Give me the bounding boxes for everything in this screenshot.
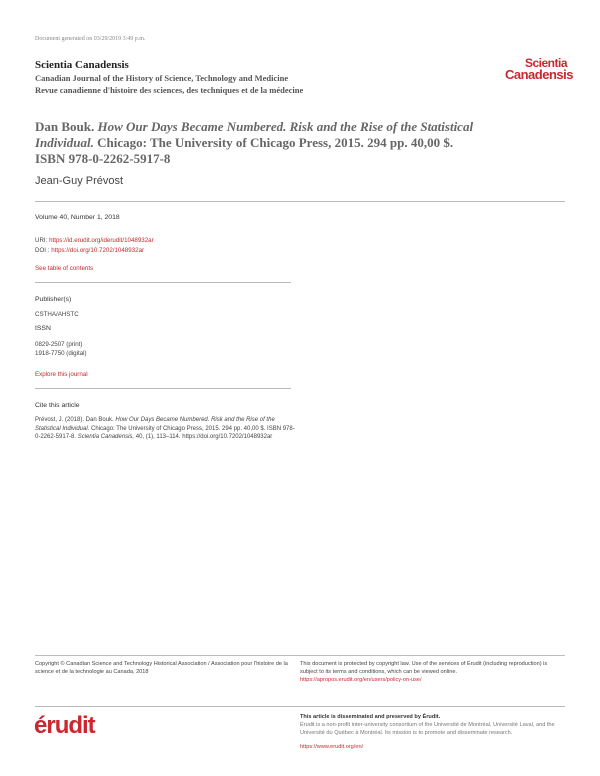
- cite-post: 40, (1), 113–114. https://doi.org/10.7202/1048932ar: [135, 434, 273, 441]
- toc-link[interactable]: See table of contents: [35, 265, 94, 272]
- explore-journal-link[interactable]: Explore this journal: [35, 371, 88, 378]
- journal-subtitle-en: Canadian Journal of the History of Science, Technology and Medicine: [35, 73, 289, 83]
- volume-info: Volume 40, Number 1, 2018: [35, 214, 120, 221]
- copyright-notice: Copyright © Canadian Science and Technology Historical Association / Association pour l'histoire de la science et de la technologie au Canada, 2018: [35, 661, 288, 675]
- rights-notice: [300, 660, 562, 684]
- publisher-label: Publisher(s): [35, 296, 72, 303]
- divider: [35, 282, 291, 283]
- issn-print: 0829-2507 (print): [35, 341, 83, 348]
- cite-title: How Our Days Became Numbered. Risk and the Rise of the Statistical Individual.: [35, 417, 275, 432]
- dissem-title: This article is disseminated and preserved by Érudit.: [300, 714, 441, 720]
- uri-link[interactable]: https://id.erudit.org/iderudit/1048932ar: [49, 237, 154, 244]
- divider: [35, 201, 565, 202]
- uri-line: [35, 237, 154, 244]
- logo-line-1: Scientia: [524, 56, 567, 70]
- article-author: Jean-Guy Prévost: [35, 175, 124, 187]
- erudit-logo: érudit: [34, 712, 95, 739]
- journal-logo: [505, 56, 573, 82]
- logo-line-2: Canadensis: [505, 67, 573, 82]
- uri-label: URI:: [35, 237, 48, 244]
- book-title: How Our Days Became Numbered. Risk and the Rise of the Statistical Individual.: [35, 119, 474, 150]
- rights-link[interactable]: https://apropos.erudit.org/en/users/policy-on-use/: [300, 677, 422, 683]
- doi-link[interactable]: https://doi.org/10.7202/1048932ar: [51, 247, 145, 254]
- article-title: [35, 119, 475, 167]
- divider: [35, 388, 291, 389]
- issn-label: ISSN: [35, 325, 51, 332]
- cite-label: Cite this article: [35, 402, 80, 409]
- footer-divider-2: [35, 706, 565, 707]
- dissem-link[interactable]: https://www.erudit.org/en/: [300, 744, 364, 750]
- rights-text: This document is protected by copyright law. Use of the services of Érudit (including reproduction) is subject to its terms and conditions, which can be viewed online.: [300, 661, 548, 675]
- dissemination-notice: [300, 713, 562, 751]
- cite-journal: Scientia Canadensis,: [77, 434, 135, 441]
- reviewed-author: Dan Bouk.: [35, 119, 95, 134]
- journal-title: Scientia Canadensis: [35, 59, 129, 71]
- publisher-value: CSTHA/AHSTC: [35, 311, 79, 318]
- footer-divider: [35, 655, 565, 656]
- doi-line: [35, 247, 144, 254]
- cite-pre: Prévost, J. (2018). Dan Bouk.: [35, 417, 114, 423]
- cite-mid: Chicago: The University of Chicago Press, 2015. 294 pp. 40,00 $. ISBN 978-0-2262-5917-8.: [35, 425, 295, 441]
- citation-text: [35, 416, 295, 442]
- book-details: Chicago: The University of Chicago Press, 2015. 294 pp. 40,00 $. ISBN 978-0-2262-5917-8: [35, 135, 454, 166]
- journal-subtitle-fr: Revue canadienne d'histoire des sciences, des techniques et de la médecine: [35, 85, 304, 95]
- generated-date: Document generated on 03/29/2019 3:49 p.m.: [35, 36, 146, 42]
- dissem-text: Érudit is a non-profit inter-university consortium of the Université de Montréal, Université Laval, and the Université du Québec à Montréal. Its mission is to promote and disseminate research.: [300, 722, 555, 736]
- doi-label: DOI :: [35, 247, 50, 254]
- issn-digital: 1918-7750 (digital): [35, 350, 87, 357]
